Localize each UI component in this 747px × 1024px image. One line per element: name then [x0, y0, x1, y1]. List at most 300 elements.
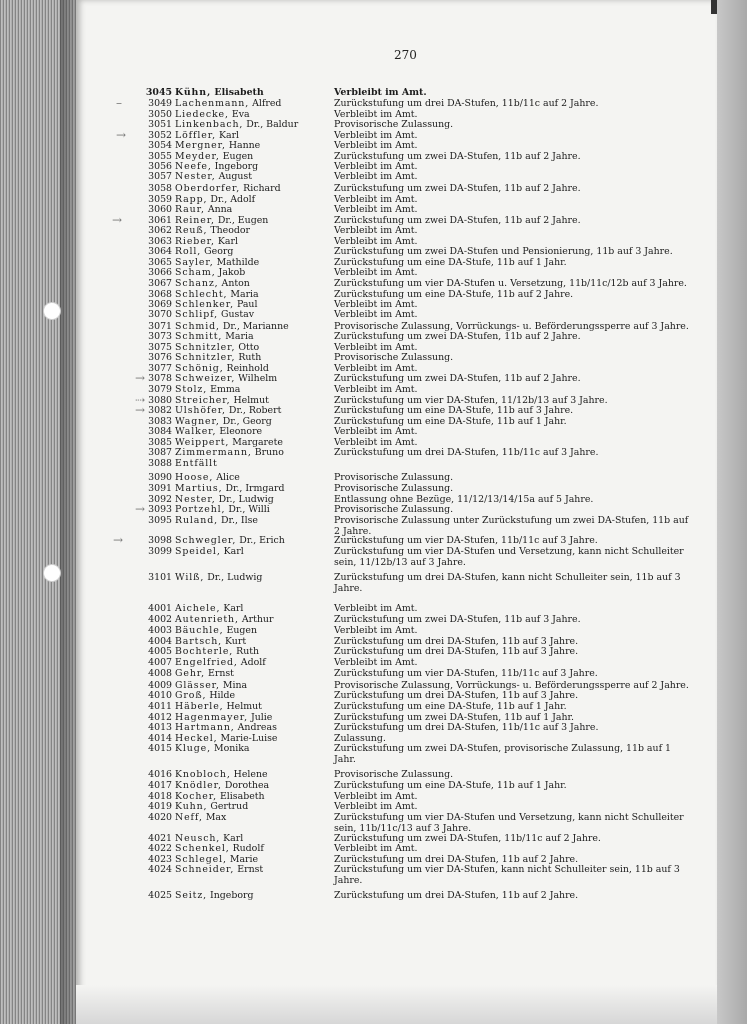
- entry-surname: Neusch,: [175, 833, 221, 844]
- entry-name: [175, 140, 260, 151]
- entry-number: 4015: [148, 743, 172, 754]
- corner-mark: [711, 0, 717, 14]
- entry-status: Entlassung ohne Bezüge, 11/12/13/14/15a auf 5 Jahre.: [334, 494, 594, 505]
- entry-name: [175, 373, 277, 384]
- entry-status: Provisorische Zulassung.: [334, 483, 454, 494]
- entry-status: Zurückstufung um vier DA-Stufen, 11b/11c auf 3 Jahre.: [334, 535, 598, 546]
- entry-name: [175, 246, 233, 257]
- entry-number: 3068: [148, 289, 172, 300]
- entry-given-name: Karl: [216, 130, 240, 141]
- pencil-arrow-icon: →: [135, 502, 146, 516]
- entry-status: Verbleibt im Amt.: [334, 437, 418, 448]
- entry-number: 4024: [148, 864, 172, 875]
- entry-number: 4004: [148, 636, 172, 647]
- entry-number: 3083: [148, 416, 172, 427]
- entry-number: 3045: [145, 87, 172, 98]
- entry-status: Verbleibt im Amt.: [334, 140, 418, 151]
- entry-name: [175, 405, 281, 416]
- entry-name: [175, 267, 245, 278]
- entry-surname: Hagenmayer,: [175, 712, 249, 723]
- entry-number: 3079: [148, 384, 172, 395]
- entry-name: [175, 87, 264, 98]
- entry-given-name: Monika: [210, 743, 250, 754]
- entry-name: [175, 722, 277, 733]
- entry-status: Verbleibt im Amt.: [334, 171, 418, 182]
- entry-given-name: Ruth: [233, 646, 260, 657]
- entry-surname: Ulshöfer,: [175, 405, 226, 416]
- entry-given-name: Marie: [226, 854, 259, 865]
- pencil-arrow-icon: →: [112, 213, 123, 227]
- entry-given-name: Maria: [222, 331, 254, 342]
- entry-surname: Schmitt,: [175, 331, 223, 342]
- entry-status: Verbleibt im Amt.: [334, 603, 418, 614]
- entry-surname: Seitz,: [175, 890, 208, 901]
- entry-name: [175, 603, 243, 614]
- entry-name: [175, 657, 266, 668]
- entry-given-name: Julie: [248, 712, 273, 723]
- page-number: 270: [394, 48, 417, 62]
- entry-surname: Streicher,: [175, 395, 231, 406]
- entry-name: [175, 743, 250, 754]
- entry-status: Provisorische Zulassung.: [334, 352, 454, 363]
- pencil-arrow-icon: →: [113, 533, 124, 547]
- entry-number: 3098: [148, 535, 172, 546]
- entry-name: [175, 843, 264, 854]
- entry-given-name: Ernst: [234, 864, 264, 875]
- entry-surname: Schanz,: [175, 278, 219, 289]
- entry-surname: Schneider,: [175, 864, 235, 875]
- entry-given-name: Elisabeth: [216, 791, 265, 802]
- entry-status: Verbleibt im Amt.: [334, 791, 418, 802]
- entry-status: Zurückstufung um zwei DA-Stufen und Pensionierung, 11b auf 3 Jahre.: [334, 246, 673, 257]
- entry-status: Provisorische Zulassung.: [334, 119, 454, 130]
- entry-surname: Aichele,: [175, 603, 221, 614]
- entry-number: 3099: [148, 546, 172, 557]
- entry-name: [175, 171, 252, 182]
- entry-number: 3065: [148, 257, 172, 268]
- entry-status: Verbleibt im Amt.: [334, 194, 418, 205]
- entry-given-name: Anna: [204, 204, 233, 215]
- entry-surname: Neefe,: [175, 161, 212, 172]
- entry-surname: Schönig,: [175, 363, 224, 374]
- entry-given-name: Mina: [219, 680, 248, 691]
- entry-number: 4010: [148, 690, 172, 701]
- entry-number: 3095: [148, 515, 172, 526]
- entry-number: 3082: [148, 405, 172, 416]
- entry-name: [175, 309, 254, 320]
- entry-surname: Kocher,: [175, 791, 217, 802]
- entry-name: [175, 384, 240, 395]
- entry-status: Zurückstufung um eine DA-Stufe, 11b auf 2 Jahre.: [334, 289, 574, 300]
- entry-surname: Kuhn,: [175, 801, 208, 812]
- entry-surname: Lachenmann,: [175, 98, 250, 109]
- entry-status: Verbleibt im Amt.: [334, 225, 418, 236]
- entry-number: 3057: [148, 171, 172, 182]
- entry-number: 4011: [148, 701, 172, 712]
- entry-number: 3055: [148, 151, 172, 162]
- entry-status: Verbleibt im Amt.: [334, 161, 418, 172]
- entry-name: [175, 668, 234, 679]
- entry-given-name: Dr., Willi: [225, 504, 270, 515]
- entry-status: Zurückstufung um zwei DA-Stufen, 11b auf 2 Jahre.: [334, 331, 581, 342]
- punch-hole: [44, 565, 60, 581]
- entry-number: 3088: [148, 458, 172, 469]
- entry-status: Verbleibt im Amt.: [334, 342, 418, 353]
- entry-surname: Kühn,: [175, 87, 212, 98]
- entry-given-name: Maria: [227, 289, 259, 300]
- entry-name: [175, 98, 281, 109]
- entry-number: 3070: [148, 309, 172, 320]
- entry-given-name: Hanne: [225, 140, 261, 151]
- entry-given-name: Jakob: [215, 267, 246, 278]
- entry-number: 3054: [148, 140, 172, 151]
- entry-name: [175, 546, 244, 557]
- entry-name: [175, 701, 262, 712]
- entry-name: [175, 483, 285, 494]
- entry-surname: Hoose,: [175, 472, 214, 483]
- entry-given-name: Max: [202, 812, 227, 823]
- entry-surname: Kluge,: [175, 743, 211, 754]
- entry-surname: Scham,: [175, 267, 216, 278]
- entry-number: 3093: [148, 504, 172, 515]
- entry-number: 4012: [148, 712, 172, 723]
- entry-given-name: Alice: [213, 472, 240, 483]
- entry-surname: Autenrieth,: [175, 614, 239, 625]
- entry-number: 3049: [148, 98, 172, 109]
- entry-status: Zurückstufung um vier DA-Stufen, kann nicht Schulleiter sein, 11b auf 3 Jahre.: [334, 864, 680, 886]
- entry-surname: Bochterle,: [175, 646, 234, 657]
- entry-status: Zurückstufung um zwei DA-Stufen, 11b/11c auf 2 Jahre.: [334, 833, 601, 844]
- entry-given-name: Margarete: [229, 437, 283, 448]
- entry-number: 3058: [148, 183, 172, 194]
- entry-given-name: Hilde: [206, 690, 236, 701]
- entry-given-name: Eleonore: [216, 426, 263, 437]
- entry-surname: Speidel,: [175, 546, 221, 557]
- entry-surname: Schenkel,: [175, 843, 230, 854]
- entry-status: Verbleibt im Amt.: [334, 625, 418, 636]
- entry-status: Zurückstufung um drei DA-Stufen, 11b auf 3 Jahre.: [334, 636, 579, 647]
- entry-surname: Rapp,: [175, 194, 208, 205]
- entry-surname: Schlipf,: [175, 309, 219, 320]
- entry-status: Zurückstufung um zwei DA-Stufen, 11b auf 2 Jahre.: [334, 373, 581, 384]
- entry-given-name: Otto: [235, 342, 260, 353]
- entry-number: 3066: [148, 267, 172, 278]
- pencil-arrow-icon: →: [116, 128, 127, 142]
- entry-given-name: Dr., Robert: [225, 405, 282, 416]
- entry-name: [175, 504, 270, 515]
- entry-surname: Walker,: [175, 426, 217, 437]
- entry-surname: Schlecht,: [175, 289, 228, 300]
- entry-number: 4020: [148, 812, 172, 823]
- entry-number: 4016: [148, 769, 172, 780]
- entry-name: [175, 331, 254, 342]
- entry-given-name: Helmut: [230, 395, 269, 406]
- entry-given-name: Anton: [218, 278, 250, 289]
- entry-surname: Schlegel,: [175, 854, 227, 865]
- entry-number: 3056: [148, 161, 172, 172]
- entry-status: Zurückstufung um drei DA-Stufen, 11b auf 2 Jahre.: [334, 890, 579, 901]
- entry-number: 3061: [148, 215, 172, 226]
- entry-status: Zurückstufung um vier DA-Stufen, 11b/11c auf 3 Jahre.: [334, 668, 598, 679]
- entry-surname: Knödler,: [175, 780, 222, 791]
- entry-number: 3073: [148, 331, 172, 342]
- entry-surname: Schnitzler,: [175, 352, 236, 363]
- entry-status: Verbleibt im Amt.: [334, 236, 418, 247]
- entry-given-name: Eugen: [219, 151, 254, 162]
- entry-name: [175, 614, 273, 625]
- entry-number: 4001: [148, 603, 172, 614]
- entry-surname: Mergner,: [175, 140, 226, 151]
- entry-status: Zurückstufung um drei DA-Stufen, 11b/11c auf 2 Jahre.: [334, 98, 599, 109]
- entry-status: Provisorische Zulassung, Vorrückungs- u. Beförderungssperre auf 2 Jahre.: [334, 680, 689, 691]
- entry-number: 3051: [148, 119, 172, 130]
- entry-name: [175, 572, 262, 583]
- entry-status: Zurückstufung um drei DA-Stufen, 11b auf 3 Jahre.: [334, 646, 579, 657]
- entry-surname: Wilß,: [175, 572, 205, 583]
- entry-name: [175, 447, 284, 458]
- entry-name: [175, 426, 262, 437]
- entry-number: 3059: [148, 194, 172, 205]
- entry-number: 4018: [148, 791, 172, 802]
- entry-status: Zurückstufung um drei DA-Stufen, 11b auf 2 Jahre.: [334, 854, 579, 865]
- entry-status: Zurückstufung um drei DA-Stufen, kann nicht Schulleiter sein, 11b auf 3 Jahre.: [334, 572, 681, 594]
- entry-given-name: Marie-Luise: [217, 733, 278, 744]
- entry-number: 4009: [148, 680, 172, 691]
- entry-number: 3090: [148, 472, 172, 483]
- entry-status: Verbleibt im Amt.: [334, 299, 418, 310]
- entry-status: Zurückstufung um vier DA-Stufen und Versetzung, kann nicht Schulleiter sein, 11b/11c/13 auf 3 Jahre.: [334, 812, 684, 834]
- entry-status: Verbleibt im Amt.: [334, 130, 418, 141]
- entry-given-name: Richard: [240, 183, 281, 194]
- entry-status: Zurückstufung um vier DA-Stufen u. Versetzung, 11b/11c/12b auf 3 Jahre.: [334, 278, 687, 289]
- entry-name: [175, 119, 298, 130]
- entry-number: 3077: [148, 363, 172, 374]
- entry-status: Verbleibt im Amt.: [334, 87, 427, 98]
- entry-status: Verbleibt im Amt.: [334, 426, 418, 437]
- pencil-arrow-icon: ⇢: [135, 393, 146, 407]
- entry-number: 4019: [148, 801, 172, 812]
- entry-status: Provisorische Zulassung.: [334, 504, 454, 515]
- entry-given-name: Eugen: [223, 625, 257, 636]
- entry-number: 4002: [148, 614, 172, 625]
- entry-given-name: Eva: [228, 109, 250, 120]
- entry-status: Provisorische Zulassung.: [334, 769, 454, 780]
- entry-given-name: Dr., Ludwig: [204, 572, 263, 583]
- entry-surname: Schweizer,: [175, 373, 236, 384]
- entry-given-name: Georg: [201, 246, 234, 257]
- entry-name: [175, 458, 218, 469]
- entry-given-name: Dr., Erich: [236, 535, 285, 546]
- entry-number: 3101: [148, 572, 172, 583]
- entry-number: 3078: [148, 373, 172, 384]
- entry-number: 3071: [148, 321, 172, 332]
- entry-status: Verbleibt im Amt.: [334, 384, 418, 395]
- entry-status: Verbleibt im Amt.: [334, 204, 418, 215]
- entry-number: 3084: [148, 426, 172, 437]
- entry-status: Zurückstufung um eine DA-Stufe, 11b auf 1 Jahr.: [334, 257, 567, 268]
- entry-given-name: Dr., Baldur: [243, 119, 299, 130]
- entry-number: 4005: [148, 646, 172, 657]
- entry-status: Zurückstufung um zwei DA-Stufen, 11b auf 1 Jahr.: [334, 712, 574, 723]
- entry-status: Zurückstufung um zwei DA-Stufen, 11b auf 3 Jahre.: [334, 614, 581, 625]
- entry-status: Zurückstufung um vier DA-Stufen und Versetzung, kann nicht Schulleiter sein, 11/12b/13 auf 3 Jahre.: [334, 546, 684, 568]
- entry-name: [175, 780, 269, 791]
- pencil-arrow-icon: →: [135, 403, 146, 417]
- entry-name: [175, 225, 250, 236]
- entry-surname: Gehr,: [175, 668, 206, 679]
- entry-surname: Schnitzler,: [175, 342, 236, 353]
- entry-surname: Stolz,: [175, 384, 208, 395]
- entry-surname: Bartsch,: [175, 636, 223, 647]
- entry-surname: Neff,: [175, 812, 203, 823]
- entry-status: Zurückstufung um zwei DA-Stufen, provisorische Zulassung, 11b auf 1 Jahr.: [334, 743, 671, 765]
- entry-given-name: Rudolf: [229, 843, 264, 854]
- entry-given-name: Kurt: [222, 636, 247, 647]
- entry-number: 4023: [148, 854, 172, 865]
- entry-name: [175, 769, 268, 780]
- entry-given-name: Wilhelm: [235, 373, 278, 384]
- entry-given-name: Karl: [220, 603, 244, 614]
- entry-number: 4021: [148, 833, 172, 844]
- punch-hole: [44, 303, 60, 319]
- entry-given-name: Dr., Ilse: [218, 515, 258, 526]
- entry-surname: Engelfried,: [175, 657, 238, 668]
- entry-given-name: Reinhold: [223, 363, 269, 374]
- pencil-arrow-icon: →: [135, 371, 146, 385]
- entry-name: [175, 535, 285, 546]
- entry-surname: Schlenker,: [175, 299, 234, 310]
- entry-status: Provisorische Zulassung, Vorrückungs- u. Beförderungssperre auf 3 Jahre.: [334, 321, 689, 332]
- entry-surname: Liedecke,: [175, 109, 229, 120]
- entry-number: 3087: [148, 447, 172, 458]
- entry-name: [175, 890, 253, 901]
- entry-given-name: Dr., Ludwig: [215, 494, 274, 505]
- entry-surname: Wagner,: [175, 416, 220, 427]
- entry-name: [175, 690, 235, 701]
- entry-number: 4008: [148, 668, 172, 679]
- entry-surname: Häberle,: [175, 701, 224, 712]
- entry-given-name: Ruth: [235, 352, 262, 363]
- entry-surname: Nester,: [175, 494, 216, 505]
- entry-status: Zurückstufung um zwei DA-Stufen, 11b auf 2 Jahre.: [334, 183, 581, 194]
- entry-name: [175, 625, 257, 636]
- entry-given-name: Elisabeth: [211, 87, 264, 98]
- entry-status: Zulassung.: [334, 733, 386, 744]
- entry-number: 3080: [148, 395, 172, 406]
- entry-status: Zurückstufung um eine DA-Stufe, 11b auf 1 Jahr.: [334, 780, 567, 791]
- entry-name: [175, 352, 261, 363]
- entry-given-name: August: [215, 171, 253, 182]
- entry-surname: Portzehl,: [175, 504, 226, 515]
- entry-name: [175, 864, 263, 875]
- entry-status: Zurückstufung um eine DA-Stufe, 11b auf 1 Jahr.: [334, 701, 567, 712]
- entry-name: [175, 646, 259, 657]
- entry-given-name: Karl: [220, 833, 244, 844]
- entry-status: Zurückstufung um zwei DA-Stufen, 11b auf 2 Jahre.: [334, 215, 581, 226]
- entry-given-name: Bruno: [251, 447, 284, 458]
- page-right-edge: [717, 0, 747, 1024]
- entry-given-name: Helene: [230, 769, 268, 780]
- entry-status: Zurückstufung um eine DA-Stufe, 11b auf 1 Jahr.: [334, 416, 567, 427]
- entry-number: 3069: [148, 299, 172, 310]
- entry-given-name: Karl: [214, 236, 238, 247]
- entry-number: 4017: [148, 780, 172, 791]
- entry-status: Zurückstufung um zwei DA-Stufen, 11b auf 2 Jahre.: [334, 151, 581, 162]
- entry-given-name: Ingeborg: [207, 890, 254, 901]
- entry-surname: Roll,: [175, 246, 202, 257]
- entry-number: 3064: [148, 246, 172, 257]
- page-bottom-shadow: [76, 985, 717, 1024]
- entry-given-name: Ingeborg: [211, 161, 259, 172]
- entry-number: 4013: [148, 722, 172, 733]
- entry-surname: Knobloch,: [175, 769, 231, 780]
- entry-given-name: Arthur: [238, 614, 274, 625]
- entry-given-name: Adolf: [237, 657, 266, 668]
- entry-surname: Heckel,: [175, 733, 218, 744]
- entry-number: 3060: [148, 204, 172, 215]
- entry-name: [175, 472, 240, 483]
- entry-number: 3076: [148, 352, 172, 363]
- entry-number: 3063: [148, 236, 172, 247]
- entry-surname: Glässer,: [175, 680, 220, 691]
- entry-given-name: Emma: [207, 384, 241, 395]
- entry-given-name: Karl: [220, 546, 244, 557]
- entry-surname: Reuß,: [175, 225, 208, 236]
- entry-given-name: Theodor: [207, 225, 250, 236]
- entry-number: 3085: [148, 437, 172, 448]
- entry-status: Verbleibt im Amt.: [334, 363, 418, 374]
- entry-status: Provisorische Zulassung.: [334, 472, 454, 483]
- entry-surname: Raur,: [175, 204, 205, 215]
- entry-status: Verbleibt im Amt.: [334, 109, 418, 120]
- entry-given-name: Dr., Irmgard: [222, 483, 285, 494]
- entry-given-name: Alfred: [249, 98, 282, 109]
- entry-given-name: Dr., Georg: [219, 416, 272, 427]
- entry-given-name: Gustav: [218, 309, 255, 320]
- entry-surname: Entfällt: [175, 458, 218, 469]
- entry-given-name: Dr., Adolf: [207, 194, 256, 205]
- entry-status: Verbleibt im Amt.: [334, 267, 418, 278]
- entry-given-name: Paul: [233, 299, 258, 310]
- entry-number: 3075: [148, 342, 172, 353]
- entry-surname: Oberdorfer,: [175, 183, 241, 194]
- entry-status: Verbleibt im Amt.: [334, 843, 418, 854]
- entry-name: [175, 278, 250, 289]
- entry-surname: Weippert,: [175, 437, 230, 448]
- entry-surname: Nester,: [175, 171, 216, 182]
- entry-name: [175, 183, 281, 194]
- entry-status: Provisorische Zulassung unter Zurückstufung um zwei DA-Stufen, 11b auf 2 Jahre.: [334, 515, 689, 537]
- entry-number: 4014: [148, 733, 172, 744]
- entry-given-name: Dr., Eugen: [214, 215, 269, 226]
- entry-surname: Zimmermann,: [175, 447, 252, 458]
- entry-number: 3062: [148, 225, 172, 236]
- entry-number: 3067: [148, 278, 172, 289]
- entry-surname: Schwegler,: [175, 535, 237, 546]
- entry-number: 3050: [148, 109, 172, 120]
- entry-surname: Martius,: [175, 483, 223, 494]
- entry-name: [175, 812, 226, 823]
- entry-status: Zurückstufung um drei DA-Stufen, 11b auf 3 Jahre.: [334, 690, 579, 701]
- entry-number: 4003: [148, 625, 172, 636]
- entry-given-name: Gertrud: [207, 801, 249, 812]
- entry-given-name: Dorothea: [221, 780, 270, 791]
- entry-surname: Bäuchle,: [175, 625, 224, 636]
- entry-status: Zurückstufung um drei DA-Stufen, 11b/11c auf 3 Jahre.: [334, 722, 599, 733]
- entry-given-name: Dr., Marianne: [219, 321, 289, 332]
- entry-surname: Linkenbach,: [175, 119, 244, 130]
- entry-status: Zurückstufung um vier DA-Stufen, 11/12b/13 auf 3 Jahre.: [334, 395, 608, 406]
